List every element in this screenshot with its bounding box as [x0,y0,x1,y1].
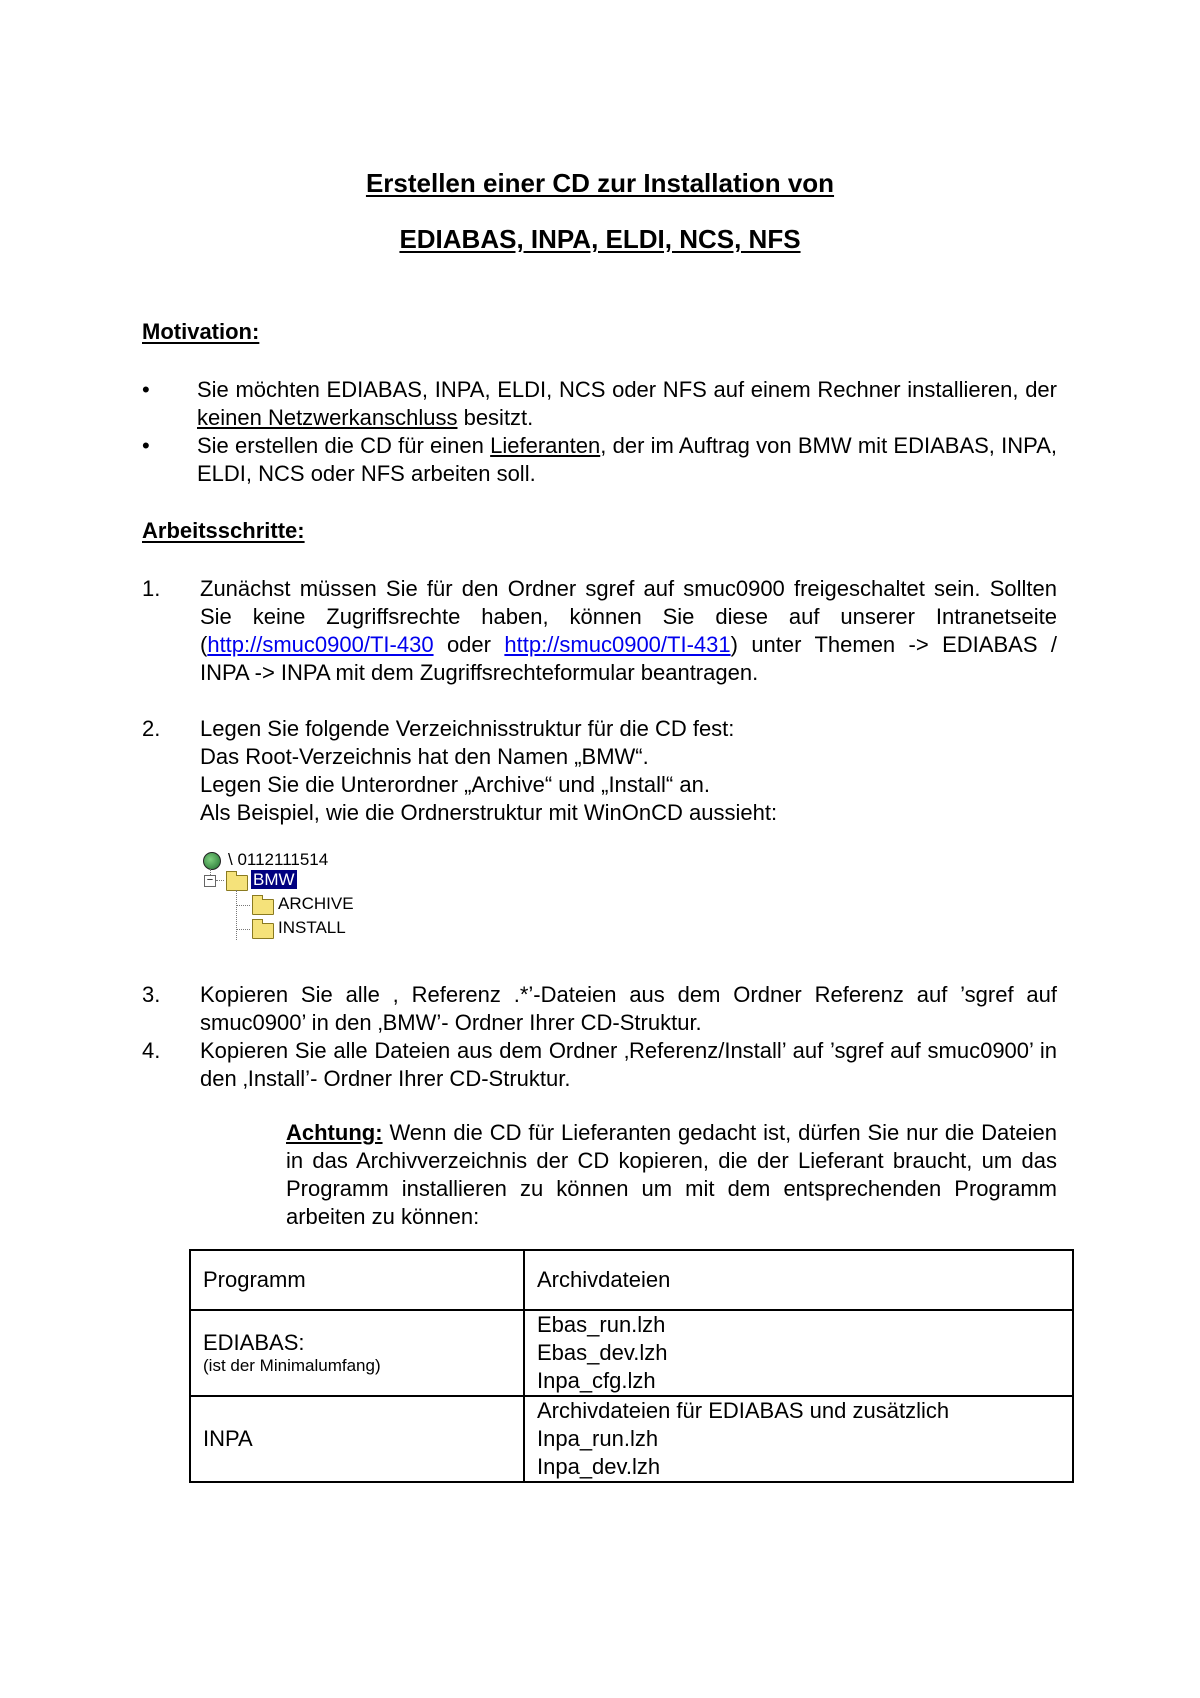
step-1-text [200,575,1057,687]
archive-file: Archivdateien für EDIABAS und zusätzlich [537,1398,950,1423]
step-2-line-4: Als Beispiel, wie die Ordnerstruktur mit WinOnCD aussieht: [200,800,778,825]
tree-item-bmw[interactable] [251,869,297,891]
step-2-text [200,715,1057,827]
bullet-2-symbol: • [142,433,150,458]
header-archive-files: Archivdateien [524,1250,1073,1310]
archive-file: Inpa_dev.lzh [537,1454,661,1479]
achtung-label: Achtung: [286,1120,383,1145]
program-name: EDIABAS: [203,1330,305,1355]
cell-program-ediabas [190,1310,524,1396]
step-2-number: 2. [142,716,161,741]
folder-icon [252,899,274,915]
document-title-line1: Erstellen einer CD zur Installation von [365,168,835,198]
archive-file: Ebas_dev.lzh [537,1340,668,1365]
cell-program-inpa: INPA [190,1396,524,1482]
step-3-text: Kopieren Sie alle , Referenz .*’-Dateien aus dem Ordner Referenz auf ’sgref auf smuc0900’ in den ‚BMW’- Ordner Ihrer CD-Struktur. [200,982,1057,1035]
cell-files-ediabas [524,1310,1073,1396]
step-1-pre: Zunächst müssen Sie für den Ordner sgref auf smuc0900 freigeschaltet sein. Sollten Sie keine Zugriffsrechte haben, können Sie diese auf unserer Intranetseite ( [200,576,1057,657]
tree-line [216,880,224,881]
motivation-heading: Motivation: [142,319,260,344]
tree-line [236,929,250,930]
bullet-1-underlined: keinen Netzwerkanschluss [197,405,458,430]
tree-line [236,890,237,940]
step-4-text: Kopieren Sie alle Dateien aus dem Ordner ‚Referenz/Install’ auf ’sgref auf smuc0900’ in den ‚Install’- Ordner Ihrer CD-Struktur. [200,1038,1057,1091]
arbeitsschritte-heading: Arbeitsschritte: [142,518,305,543]
step-1-mid: oder [433,632,505,657]
bullet-1-symbol: • [142,377,150,402]
program-archive-table [189,1249,1074,1483]
step-2-line-3: Legen Sie die Unterordner „Archive“ und „Install“ an. [200,772,710,797]
step-3-number: 3. [142,982,161,1007]
bullet-2-post: , der im Auftrag von BMW mit EDIABAS, INPA, ELDI, NCS oder NFS arbeiten soll. [197,433,1058,486]
archive-file: Ebas_run.lzh [537,1312,666,1337]
header-program: Programm [190,1250,524,1310]
intranet-link-ti-431[interactable]: http://smuc0900/TI-431 [504,632,731,657]
folder-icon [252,923,274,939]
step-1-number: 1. [142,576,161,601]
tree-collapse-icon[interactable]: − [204,875,216,887]
achtung-note [286,1119,1057,1231]
document-title-line2: EDIABAS, INPA, ELDI, NCS, NFS [399,224,801,254]
table-header-row [190,1250,1073,1310]
tree-item-bmw-label: BMW [253,870,295,889]
program-note: (ist der Minimalumfang) [203,1356,381,1375]
step-2-line-1: Legen Sie folgende Verzeichnisstruktur für die CD fest: [200,716,735,741]
step-2-line-2: Das Root-Verzeichnis hat den Namen „BMW“. [200,744,649,769]
intranet-link-ti-430[interactable]: http://smuc0900/TI-430 [207,632,434,657]
tree-item-archive[interactable]: ARCHIVE [278,894,354,913]
tree-item-install[interactable]: INSTALL [278,918,346,937]
folder-tree [200,849,440,949]
bullet-2-text [197,432,1057,488]
archive-file: Inpa_cfg.lzh [537,1368,656,1393]
step-4-number: 4. [142,1038,161,1063]
cell-files-inpa [524,1396,1073,1482]
bullet-1-pre: Sie möchten EDIABAS, INPA, ELDI, NCS oder NFS auf einem Rechner installieren, der [197,377,1057,402]
table-row [190,1396,1073,1482]
bullet-1-text [197,376,1057,432]
folder-icon [226,875,248,891]
tree-root-label[interactable]: \ 0112111514 [228,850,329,869]
bullet-2-pre: Sie erstellen die CD für einen [197,433,491,458]
step-1-post: ) unter Themen -> EDIABAS / INPA -> INPA mit dem Zugriffsrechteformular beantragen. [200,632,1057,685]
globe-icon [203,852,221,870]
bullet-1-post: besitzt. [457,405,534,430]
bullet-2-underlined: Lieferanten [490,433,601,458]
archive-file: Inpa_run.lzh [537,1426,659,1451]
tree-line [236,905,250,906]
achtung-text: Wenn die CD für Lieferanten gedacht ist, dürfen Sie nur die Dateien in das Archivverzeichnis der CD kopieren, die der Lieferant braucht, um das Programm installieren zu können um mit dem entsprechenden Programm arbeiten zu können: [286,1120,1057,1229]
table-row [190,1310,1073,1396]
